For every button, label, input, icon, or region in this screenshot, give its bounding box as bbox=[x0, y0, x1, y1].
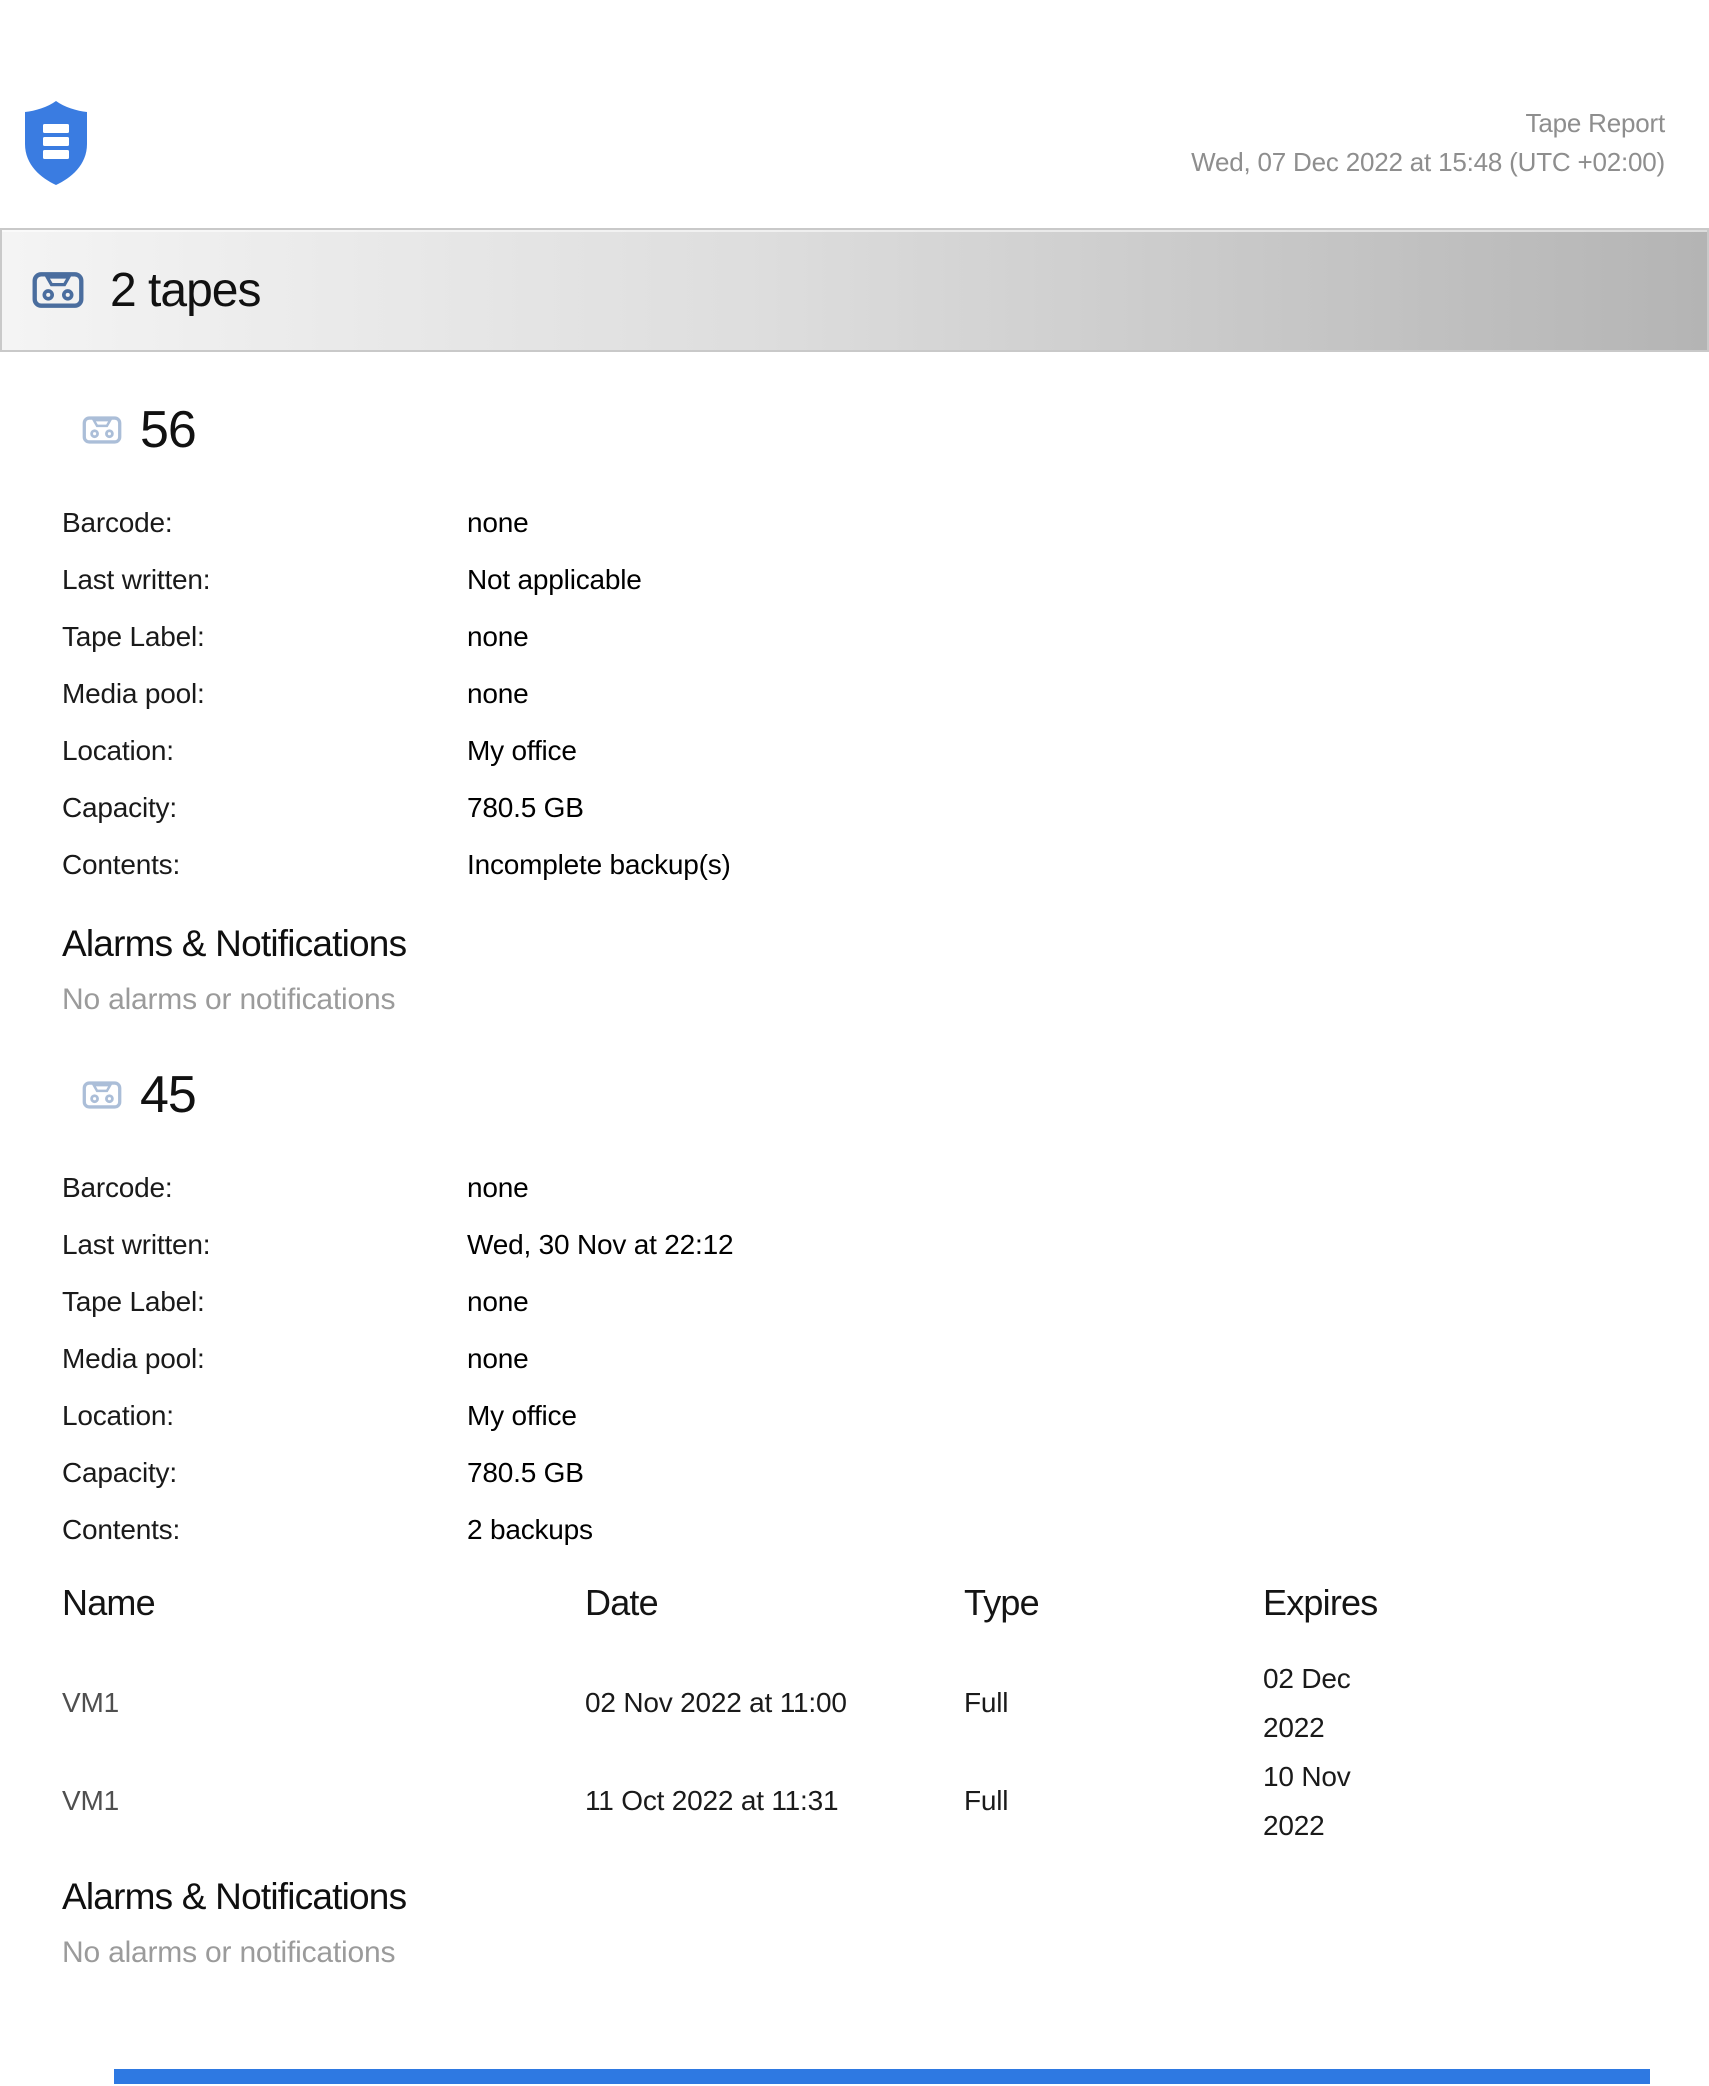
field-row bbox=[62, 1387, 1664, 1444]
field-label: Contents: bbox=[62, 1513, 181, 1545]
tape-cassette-icon bbox=[32, 271, 84, 309]
field-label: Barcode: bbox=[62, 506, 173, 538]
field-value: 780.5 GB bbox=[467, 1456, 584, 1488]
field-value: Incomplete backup(s) bbox=[467, 848, 731, 880]
field-row bbox=[62, 551, 1664, 608]
field-value: My office bbox=[467, 1399, 577, 1431]
field-row bbox=[62, 608, 1664, 665]
footer-accent-bar bbox=[114, 2069, 1650, 2084]
report-title: Tape Report bbox=[1525, 108, 1665, 138]
report-datetime: Wed, 07 Dec 2022 at 15:48 (UTC +02:00) bbox=[1191, 147, 1665, 177]
column-header-type: Type bbox=[964, 1582, 1039, 1623]
field-row bbox=[62, 779, 1664, 836]
field-value: 780.5 GB bbox=[467, 791, 584, 823]
tape-section-45 bbox=[62, 1067, 1664, 1970]
column-header-name: Name bbox=[62, 1582, 155, 1623]
field-label: Location: bbox=[62, 734, 174, 766]
field-value: none bbox=[467, 1285, 529, 1317]
report-body bbox=[0, 402, 1709, 1970]
report-meta bbox=[1191, 104, 1665, 182]
table-row bbox=[62, 1752, 1664, 1850]
field-label: Barcode: bbox=[62, 1171, 173, 1203]
tapes-count-label: 2 tapes bbox=[110, 263, 261, 317]
field-value: none bbox=[467, 506, 529, 538]
tape-section-56 bbox=[62, 402, 1664, 1017]
backup-date: 02 Nov 2022 at 11:00 bbox=[585, 1687, 847, 1718]
field-label: Contents: bbox=[62, 848, 181, 880]
field-value: none bbox=[467, 1171, 529, 1203]
field-label: Media pool: bbox=[62, 677, 205, 709]
field-value: Not applicable bbox=[467, 563, 642, 595]
column-header-expires: Expires bbox=[1263, 1582, 1378, 1623]
field-value: 2 backups bbox=[467, 1513, 593, 1545]
backup-type: Full bbox=[964, 1785, 1009, 1816]
table-row bbox=[62, 1654, 1664, 1752]
report-header bbox=[0, 0, 1709, 228]
tape-name: 45 bbox=[140, 1066, 196, 1124]
field-value: My office bbox=[467, 734, 577, 766]
tape-cassette-icon bbox=[82, 1081, 122, 1109]
tape-section-header bbox=[62, 1067, 1664, 1123]
tape-fields bbox=[62, 1159, 1664, 1558]
backup-expires: 10 Nov 2022 bbox=[1263, 1761, 1351, 1841]
field-row bbox=[62, 665, 1664, 722]
field-value: none bbox=[467, 677, 529, 709]
field-row bbox=[62, 494, 1664, 551]
tape-name: 56 bbox=[140, 401, 196, 459]
backup-expires: 02 Dec 2022 bbox=[1263, 1663, 1351, 1743]
backup-date: 11 Oct 2022 at 11:31 bbox=[585, 1785, 839, 1816]
alarms-heading: Alarms & Notifications bbox=[62, 923, 407, 964]
field-row bbox=[62, 1501, 1664, 1558]
table-header-row bbox=[62, 1582, 1664, 1654]
backup-name: VM1 bbox=[62, 1785, 119, 1816]
tape-cassette-icon bbox=[82, 416, 122, 444]
backup-type: Full bbox=[964, 1687, 1009, 1718]
field-label: Capacity: bbox=[62, 1456, 177, 1488]
field-row bbox=[62, 1330, 1664, 1387]
alarms-message: No alarms or notifications bbox=[62, 1936, 396, 1969]
tapes-summary-bar bbox=[0, 228, 1709, 352]
field-row bbox=[62, 1159, 1664, 1216]
alarms-message: No alarms or notifications bbox=[62, 983, 396, 1016]
field-value: none bbox=[467, 620, 529, 652]
tape-section-header bbox=[62, 402, 1664, 458]
field-value: Wed, 30 Nov at 22:12 bbox=[467, 1228, 734, 1260]
field-label: Tape Label: bbox=[62, 1285, 205, 1317]
field-row bbox=[62, 1216, 1664, 1273]
column-header-date: Date bbox=[585, 1582, 658, 1623]
field-row bbox=[62, 1444, 1664, 1501]
tape-fields bbox=[62, 494, 1664, 893]
alarms-heading: Alarms & Notifications bbox=[62, 1876, 407, 1917]
field-label: Last written: bbox=[62, 563, 211, 595]
field-row bbox=[62, 1273, 1664, 1330]
field-label: Location: bbox=[62, 1399, 174, 1431]
field-label: Last written: bbox=[62, 1228, 211, 1260]
field-label: Media pool: bbox=[62, 1342, 205, 1374]
shield-logo-icon bbox=[22, 100, 90, 186]
field-row bbox=[62, 836, 1664, 893]
backup-name: VM1 bbox=[62, 1687, 119, 1718]
field-label: Tape Label: bbox=[62, 620, 205, 652]
field-value: none bbox=[467, 1342, 529, 1374]
backups-table bbox=[62, 1582, 1664, 1850]
field-row bbox=[62, 722, 1664, 779]
field-label: Capacity: bbox=[62, 791, 177, 823]
